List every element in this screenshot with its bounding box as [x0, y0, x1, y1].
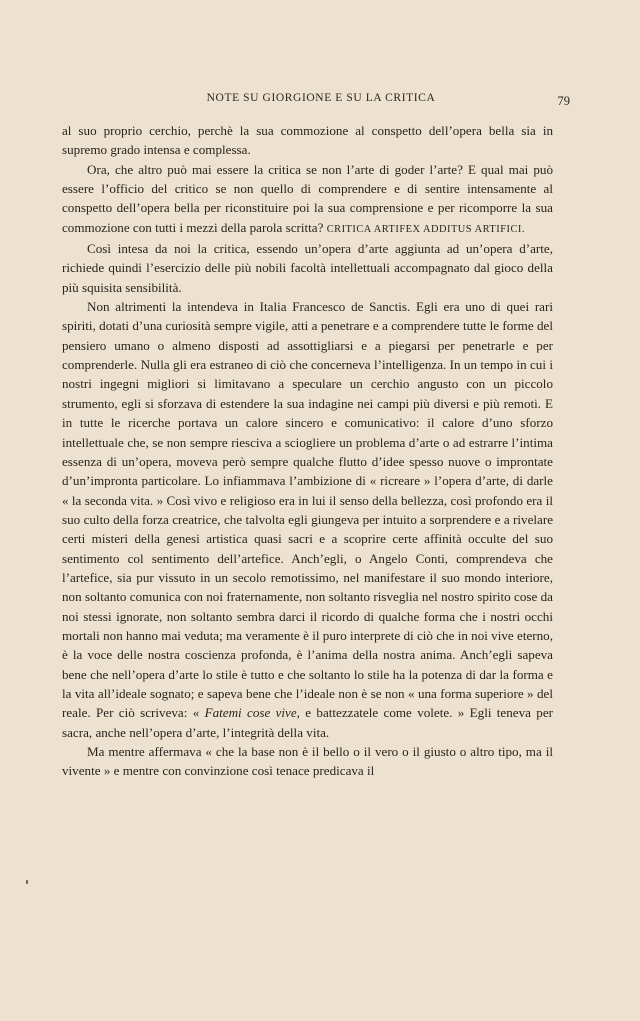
latin-motto: CRITICA ARTIFEX ADDITUS ARTIFICI.: [326, 223, 525, 235]
paragraph-4-text-b: e battezzatele come volete. » Egli teneva per sacra, anche nell’opera d’arte, l’integrità della vita.: [62, 705, 554, 740]
body-text: [62, 121, 553, 781]
paragraph-1: al suo proprio cerchio, perchè la sua commozione al conspetto dell’opera bella sia in supremo grado intensa e complessa.: [62, 123, 553, 158]
paragraph-3: Così intesa da noi la critica, essendo un’opera d’arte aggiunta ad un’opera d’arte, richiede quindi l’esercizio delle più nobili facoltà intellettuali accompagnato dal gioco della più squisita sensibilità.: [62, 241, 553, 295]
paragraph-4-text-a: Non altrimenti la intendeva in Italia Francesco de Sanctis. Egli era uno di quei rari spiriti, dotati d’una curiosità sempre vigile, atti a penetrare e a comprendere tutte le forme del pensiero umano o almeno disposti ad assottigliarsi e a piegarsi per penetrarle e per comprenderle. Nulla gli era estraneo di ciò che concerneva l’intelligenza. In un tempo in cui i nostri ingegni migliori si limitavano a speculare un cerchio angusto con un piccolo strumento, egli si sforzava di estendere la sua indagine nei campi più diversi e più remoti. E in tutte le ricerche portava un calore sincero e comunicativo: il calore d’uno sforzo intellettuale che, se non sempre riesciva a sciogliere un problema d’arte o ad estrarre l’intima essenza di un’opera, moveva però sempre qualche flutto d’idee spesso nuove o improntate d’un’impronta particolare. Lo infiammava l’ambizione di « ricreare » l’opera d’arte, di darle « la seconda vita. » Così vivo e religioso era in lui il senso della bellezza, così profondo era il suo culto della forza creatrice, che talvolta egli giungeva per intuito a sorprendere e a rivelare certi misteri della genesi artistica quasi sacri e a scoprire certe affinità occulte del suo sentimento col sentimento dell’artefice. Anch’egli, o Angelo Conti, comprendeva che l’artefice, sia pur vissuto in un secolo remotissimo, nel manifestare il suo mondo interiore, non soltanto comunica con noi fraternamente, non soltanto risveglia nel nostro spirito cose da noi stessi ignorate, non soltanto sembra darci il ricordo di qualche forma che i nostri occhi mortali non hanno mai veduta; ma veramente è il puro interprete di ciò che in noi vive eterno, è la voce delle nostra coscienza profonda, è l’anima della nostra anima. Anch’egli sapeva bene che nell’opera d’arte lo stile è tutto e che soltanto lo stile ha la potenza di dar la forma e la vita all’ideale sognato; e sapeva bene che l’ideale non è se non « una forma superiore » del reale. Per ciò scriveva: «: [62, 299, 553, 721]
paragraph-2-text: Ora, che altro può mai essere la critica se non l’arte di goder l’arte? E qual mai può essere l’officio del critico se non quello di comprendere e di sentire intensamente al conspetto dell’opera bella per riconstituire poi la sua comprensione e per ricomporre la sua commozione con tutti i mezzi della parola scritta?: [62, 161, 553, 235]
paragraph-5: Ma mentre affermava « che la base non è il bello o il vero o il giusto o altro tipo, ma il vivente » e mentre con convinzione così tenace predicava il: [62, 744, 553, 779]
paragraph-2: [62, 160, 553, 239]
page-number: 79: [557, 94, 570, 108]
running-header: NOTE SU GIORGIONE E SU LA CRITICA: [206, 92, 436, 104]
paper-speck: [26, 880, 28, 884]
paragraph-4: [62, 297, 553, 742]
italic-quote: Fatemi cose vive,: [204, 705, 300, 721]
